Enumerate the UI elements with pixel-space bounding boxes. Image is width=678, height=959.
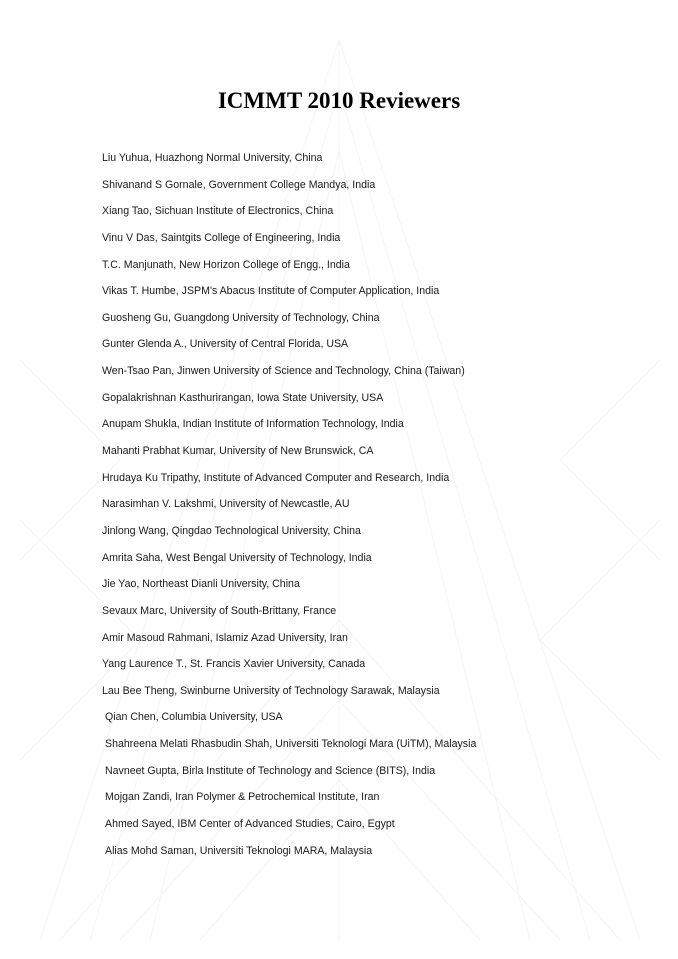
reviewer-entry: Navneet Gupta, Birla Institute of Technology and Science (BITS), India: [105, 764, 436, 777]
reviewer-list: [102, 150, 476, 869]
reviewer-entry: Alias Mohd Saman, Universiti Teknologi MARA, Malaysia: [105, 844, 373, 857]
page-title: ICMMT 2010 Reviewers: [217, 88, 461, 113]
reviewer-entry: Vikas T. Humbe, JSPM's Abacus Institute of Computer Application, India: [102, 285, 440, 298]
reviewer-entry: Jinlong Wang, Qingdao Technological University, China: [102, 524, 361, 537]
reviewer-entry: Gopalakrishnan Kasthurirangan, Iowa State University, USA: [102, 391, 384, 404]
reviewer-entry: Narasimhan V. Lakshmi, University of Newcastle, AU: [102, 498, 350, 511]
reviewer-entry: Xiang Tao, Sichuan Institute of Electronics, China: [102, 205, 334, 218]
reviewer-entry: Yang Laurence T., St. Francis Xavier University, Canada: [102, 658, 366, 671]
reviewer-entry: Qian Chen, Columbia University, USA: [105, 711, 283, 724]
reviewer-entry: Vinu V Das, Saintgits College of Engineering, India: [102, 231, 341, 244]
reviewer-entry: T.C. Manjunath, New Horizon College of Engg., India: [102, 258, 350, 271]
reviewer-entry: Lau Bee Theng, Swinburne University of Technology Sarawak, Malaysia: [102, 684, 440, 697]
reviewer-entry: Shivanand S Gornale, Government College Mandya, India: [102, 178, 376, 191]
reviewer-entry: Jie Yao, Northeast Dianli University, China: [102, 578, 300, 591]
reviewer-entry: Anupam Shukla, Indian Institute of Information Technology, India: [102, 418, 404, 431]
reviewer-entry: Mojgan Zandi, Iran Polymer & Petrochemical Institute, Iran: [105, 791, 380, 804]
reviewer-entry: Guosheng Gu, Guangdong University of Technology, China: [102, 311, 380, 324]
reviewer-entry: Shahreena Melati Rhasbudin Shah, Universiti Teknologi Mara (UiTM), Malaysia: [105, 738, 477, 751]
reviewer-entry: Wen-Tsao Pan, Jinwen University of Science and Technology, China (Taiwan): [102, 365, 465, 378]
reviewer-entry: Amrita Saha, West Bengal University of Technology, India: [102, 551, 372, 564]
reviewer-entry: Ahmed Sayed, IBM Center of Advanced Studies, Cairo, Egypt: [105, 818, 395, 831]
reviewer-entry: Sevaux Marc, University of South-Brittany, France: [102, 604, 337, 617]
reviewer-entry: Gunter Glenda A., University of Central Florida, USA: [102, 338, 349, 351]
reviewer-entry: Hrudaya Ku Tripathy, Institute of Advanced Computer and Research, India: [102, 471, 450, 484]
reviewer-entry: Amir Masoud Rahmani, Islamiz Azad University, Iran: [102, 631, 348, 644]
reviewer-entry: Liu Yuhua, Huazhong Normal University, China: [102, 152, 323, 164]
reviewer-entry: Mahanti Prabhat Kumar, University of New Brunswick, CA: [102, 445, 374, 458]
